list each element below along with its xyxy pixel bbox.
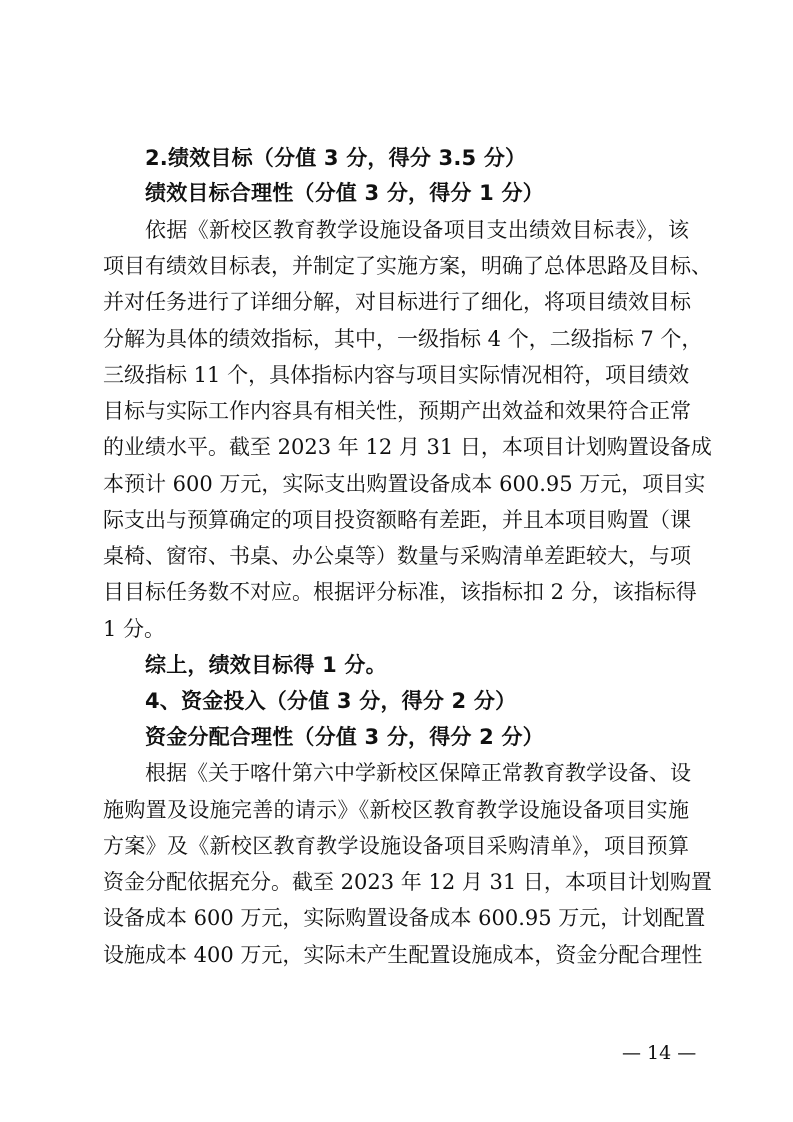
paragraph-line: 设施成本 400 万元，实际未产生配置设施成本，资金分配合理性 bbox=[103, 943, 703, 967]
paragraph-line: 并对任务进行了详细分解，对目标进行了细化，将项目绩效目标 bbox=[103, 290, 691, 314]
paragraph-line: 目标与实际工作内容具有相关性，预期产出效益和效果符合正常 bbox=[103, 399, 691, 423]
paragraph-line: 目目标任务数不对应。根据评分标准，该指标扣 2 分，该指标得 bbox=[103, 580, 697, 604]
heading-funding: 4、资金投入（分值 3 分，得分 2 分） bbox=[145, 689, 517, 713]
paragraph-line: 三级指标 11 个，具体指标内容与项目实际情况相符，项目绩效 bbox=[103, 363, 690, 387]
paragraph-line: 设备成本 600 万元，实际购置设备成本 600.95 万元，计划配置 bbox=[103, 906, 706, 930]
paragraph-line: 根据《关于喀什第六中学新校区保障正常教育教学设备、设 bbox=[145, 761, 691, 785]
paragraph-line: 桌椅、窗帘、书桌、办公桌等）数量与采购清单差距较大，与项 bbox=[103, 544, 691, 568]
paragraph-line: 资金分配依据充分。截至 2023 年 12 月 31 日，本项目计划购置 bbox=[103, 870, 712, 894]
paragraph-line: 的业绩水平。截至 2023 年 12 月 31 日，本项目计划购置设备成 bbox=[103, 435, 712, 459]
paragraph-line: 项目有绩效目标表，并制定了实施方案，明确了总体思路及目标、 bbox=[103, 254, 712, 278]
heading-allocation-rationality: 资金分配合理性（分值 3 分，得分 2 分） bbox=[145, 725, 544, 749]
heading-goal-summary: 综上，绩效目标得 1 分。 bbox=[145, 653, 387, 677]
paragraph-line: 本预计 600 万元，实际支出购置设备成本 600.95 万元，项目实 bbox=[103, 472, 706, 496]
paragraph-line: 1 分。 bbox=[103, 617, 166, 641]
paragraph-line: 依据《新校区教育教学设施设备项目支出绩效目标表》，该 bbox=[145, 218, 689, 242]
page-number: — 14 — bbox=[622, 1042, 697, 1064]
paragraph-line: 际支出与预算确定的项目投资额略有差距，并且本项目购置（课 bbox=[103, 508, 691, 532]
paragraph-line: 施购置及设施完善的请示》《新校区教育教学设施设备项目实施 bbox=[103, 798, 689, 822]
heading-performance-goal: 2.绩效目标（分值 3 分，得分 3.5 分） bbox=[145, 146, 527, 170]
paragraph-line: 分解为具体的绩效指标，其中，一级指标 4 个，二级指标 7 个， bbox=[103, 327, 703, 351]
heading-goal-rationality: 绩效目标合理性（分值 3 分，得分 1 分） bbox=[145, 181, 544, 205]
paragraph-line: 方案》及《新校区教育教学设施设备项目采购清单》，项目预算 bbox=[103, 834, 689, 858]
